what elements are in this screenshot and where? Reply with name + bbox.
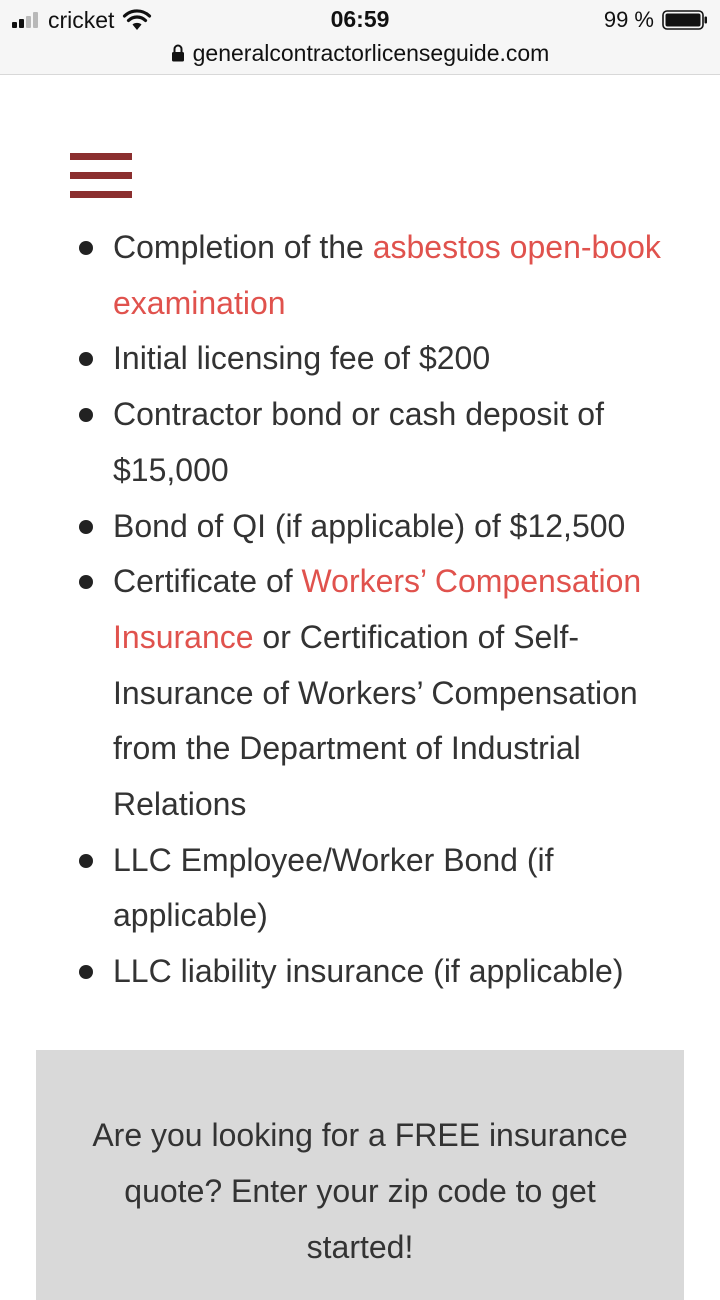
bullet-icon	[79, 408, 93, 422]
browser-chrome	[0, 0, 720, 75]
requirements-list	[0, 220, 720, 1000]
status-time: 06:59	[330, 6, 390, 32]
hamburger-menu-icon[interactable]	[70, 153, 132, 198]
list-item-text: Bond of QI (if applicable) of $12,500	[113, 507, 626, 544]
list-item-text: Initial licensing fee of $200	[113, 340, 491, 377]
bullet-icon	[79, 854, 93, 868]
list-item	[0, 944, 720, 1000]
list-item	[0, 499, 720, 555]
list-item-text: Completion of the	[113, 229, 373, 265]
list-item	[0, 220, 720, 331]
list-item	[0, 387, 720, 498]
battery-icon	[662, 10, 708, 30]
carrier-name: cricket	[48, 6, 115, 33]
list-item-text: Contractor bond or cash deposit of $15,000	[113, 396, 604, 488]
bullet-icon	[79, 241, 93, 255]
insurance-quote-text: Are you looking for a FREE insurance quote? Enter your zip code to get started!	[92, 1117, 628, 1265]
url-text: generalcontractorlicenseguide.com	[192, 39, 550, 66]
list-item	[0, 554, 720, 833]
workers-compensation-link[interactable]: Workers’ Compensation Insurance	[113, 563, 642, 655]
list-item-text: Certificate of	[113, 563, 302, 600]
lock-icon	[171, 44, 185, 62]
bullet-icon	[79, 352, 93, 366]
bullet-icon	[79, 965, 93, 979]
bullet-icon	[79, 575, 93, 589]
list-item-text: or Certification of Self-Insurance of Workers’ Compensation from the Department of Industrial Relations	[113, 618, 638, 823]
status-bar-right	[604, 8, 708, 32]
main-content	[0, 220, 720, 1000]
list-item	[0, 833, 720, 944]
asbestos-exam-link[interactable]: asbestos open-book examination	[113, 229, 661, 321]
battery-percentage: 99 %	[603, 7, 654, 32]
insurance-quote-box	[36, 1050, 684, 1300]
bullet-icon	[79, 520, 93, 534]
list-item	[0, 331, 720, 387]
list-item-text: LLC Employee/Worker Bond (if applicable)	[113, 841, 554, 934]
url-bar[interactable]	[0, 38, 720, 68]
list-item-text: LLC liability insurance (if applicable)	[113, 953, 624, 990]
